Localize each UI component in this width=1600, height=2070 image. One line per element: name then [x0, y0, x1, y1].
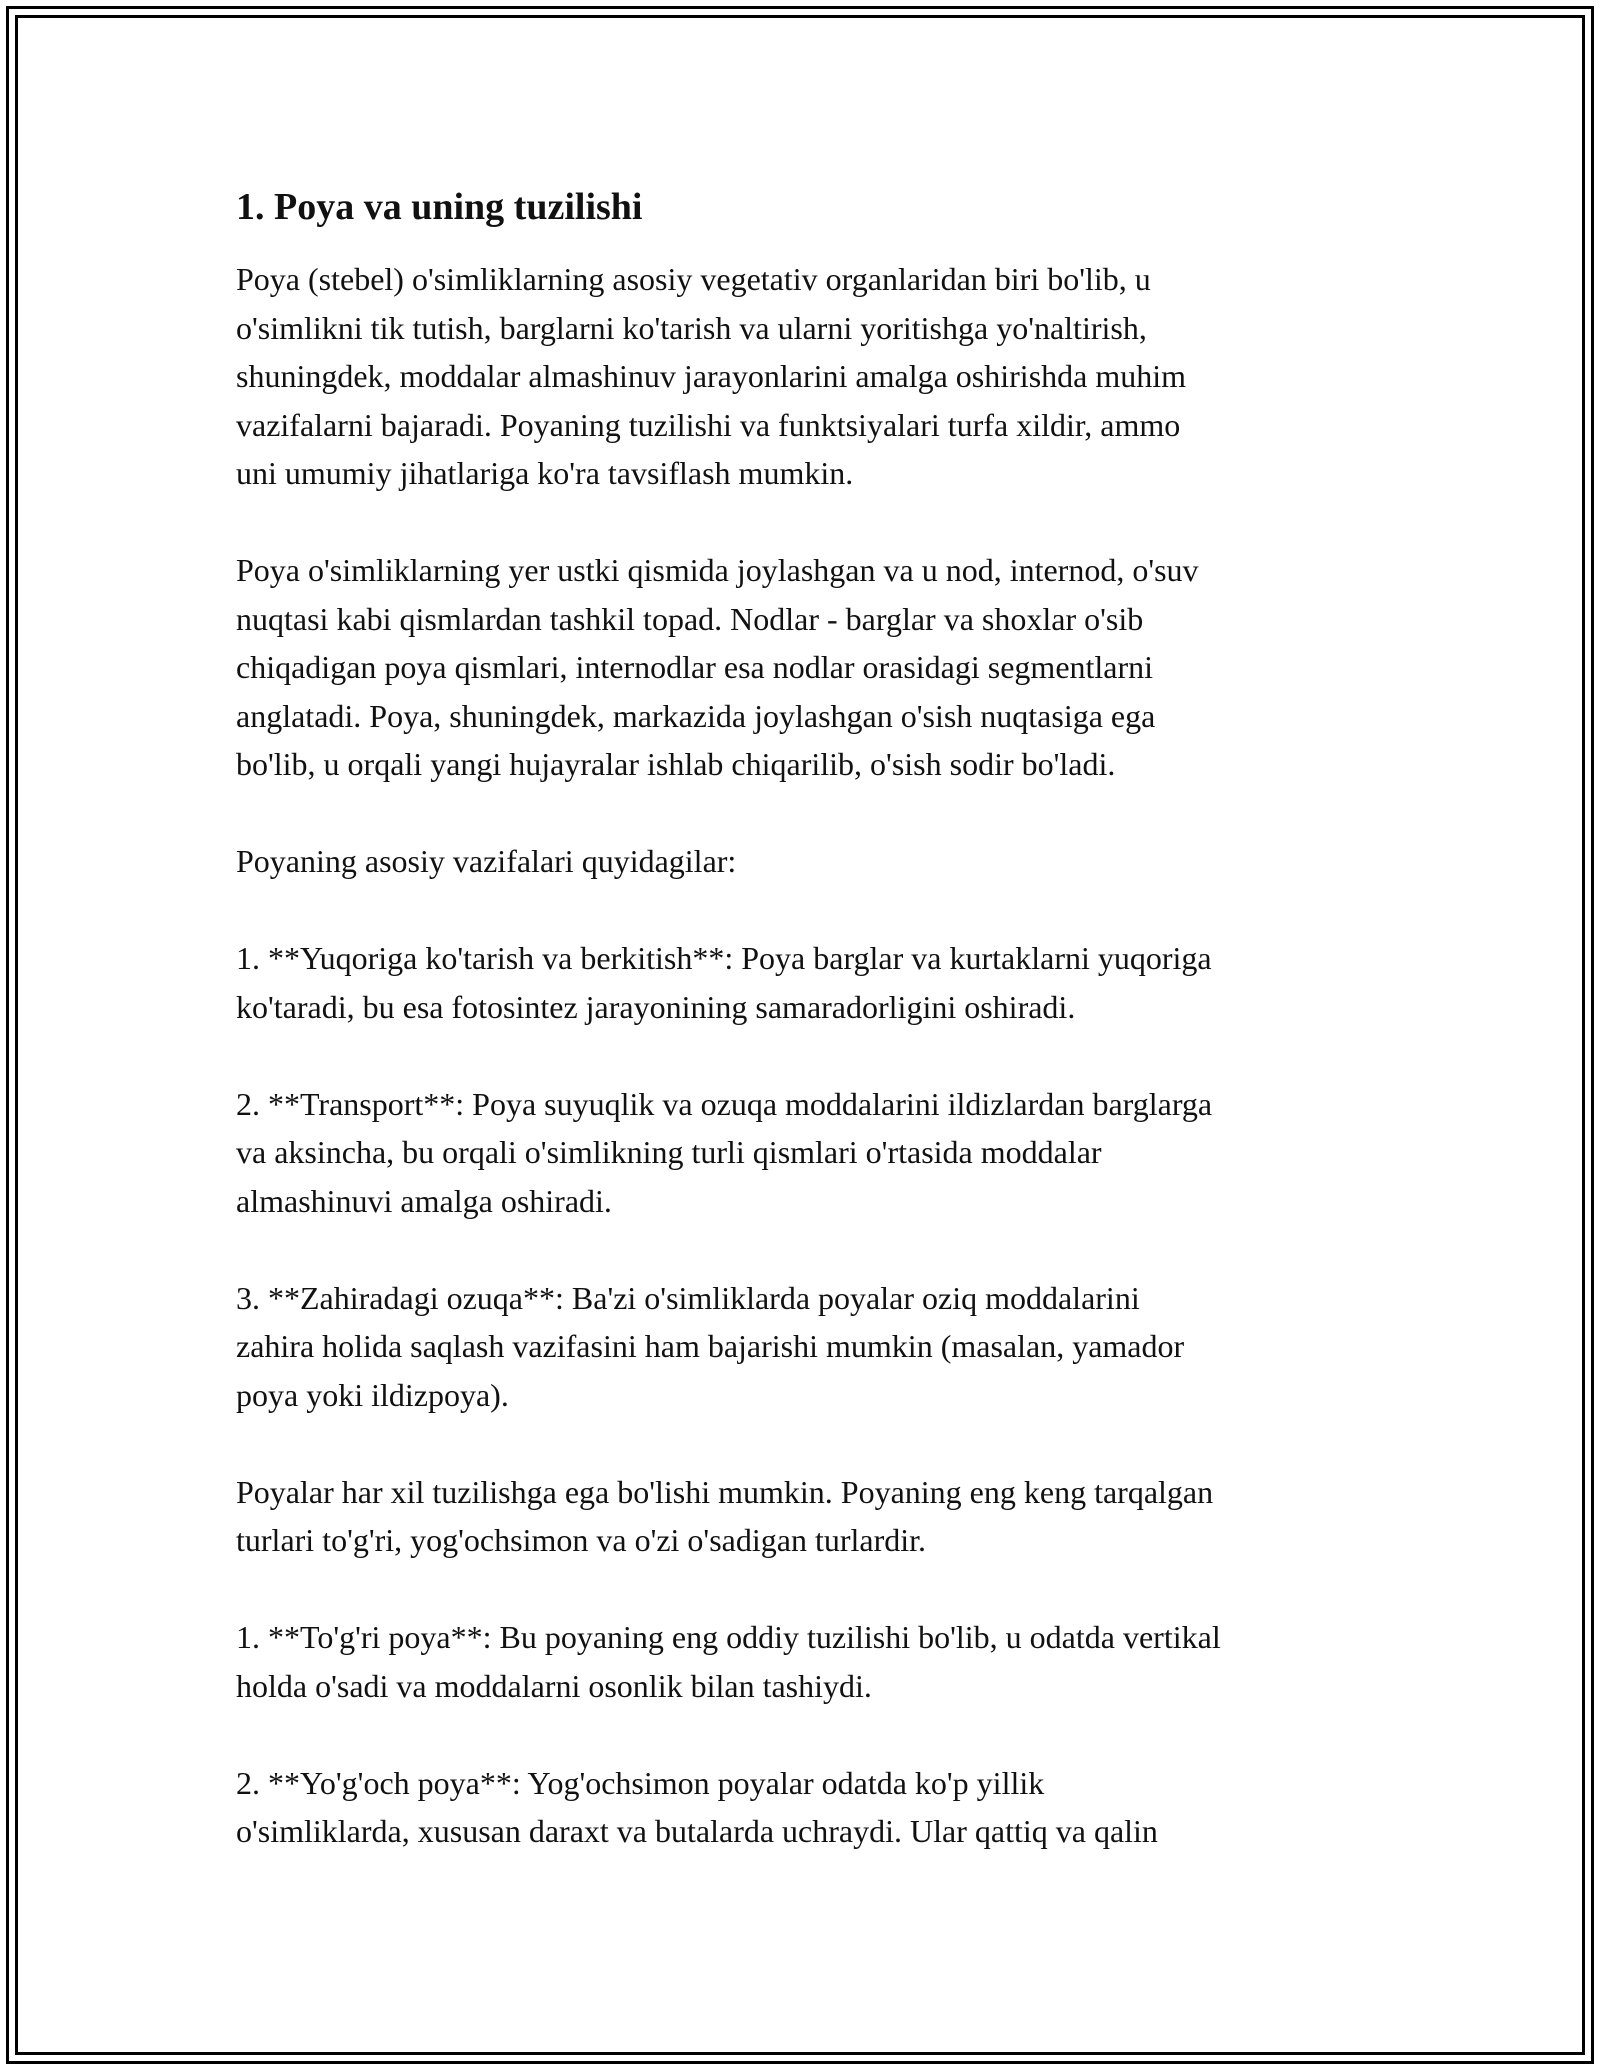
paragraph-structure: Poya o'simliklarning yer ustki qismida joylashgan va u nod, internod, o'suv nuqtasi kabi qismlardan tashkil topad. Nodlar - barglar va shoxlar o'sib chiqadigan poya qismlari, internodlar esa nodlar orasidagi segmentlarni anglatadi. Poya, shuningdek, markazida joylashgan o'sish nuqtasiga ega bo'lib, u orqali yangi hujayralar ishlab chiqarilib, o'sish sodir bo'ladi. — [236, 552, 1199, 782]
paragraph-functions-intro: Poyaning asosiy vazifalari quyidagilar: — [236, 843, 737, 879]
list-item-type-1: 1. **To'g'ri poya**: Bu poyaning eng oddiy tuzilishi bo'lib, u odatda vertikal holda o'sadi va moddalarni osonlik bilan tashiydi. — [236, 1619, 1221, 1704]
list-item-function-1: 1. **Yuqoriga ko'tarish va berkitish**: Poya barglar va kurtaklarni yuqoriga ko'taradi, bu esa fotosintez jarayonining samaradorligini oshiradi. — [236, 940, 1212, 1025]
paragraph-intro: Poya (stebel) o'simliklarning asosiy vegetativ organlaridan biri bo'lib, u o'simlikni tik tutish, barglarni ko'tarish va ularni yoritishga yo'naltirish, shuningdek, moddalar almashinuv jarayonlarini amalga oshirishda muhim vazifalarni bajaradi. Poyaning tuzilishi va funktsiyalari turfa xildir, ammo uni umumiy jihatlariga ko'ra tavsiflash mumkin. — [236, 261, 1187, 491]
document-body — [236, 183, 1386, 1856]
list-item-function-3: 3. **Zahiradagi ozuqa**: Ba'zi o'simliklarda poyalar oziq moddalarini zahira holida saqlash vazifasini ham bajarishi mumkin (masalan, yamador poya yoki ildizpoya). — [236, 1279, 1185, 1413]
list-item-function-2: 2. **Transport**: Poya suyuqlik va ozuqa moddalarini ildizlardan barglarga va aksincha, bu orqali o'simlikning turli qismlari o'rtasida moddalar almashinuvi amalga oshiradi. — [236, 1085, 1213, 1219]
section-heading: 1. Poya va uning tuzilishi — [236, 186, 643, 228]
paragraph-types-intro: Poyalar har xil tuzilishga ega bo'lishi mumkin. Poyaning eng keng tarqalgan turlari to'g'ri, yog'ochsimon va o'zi o'sadigan turlardir. — [236, 1473, 1214, 1558]
list-item-type-2: 2. **Yo'g'och poya**: Yog'ochsimon poyalar odatda ko'p yillik o'simliklarda, xususan daraxt va butalarda uchraydi. Ular qattiq va qalin — [236, 1764, 1158, 1849]
